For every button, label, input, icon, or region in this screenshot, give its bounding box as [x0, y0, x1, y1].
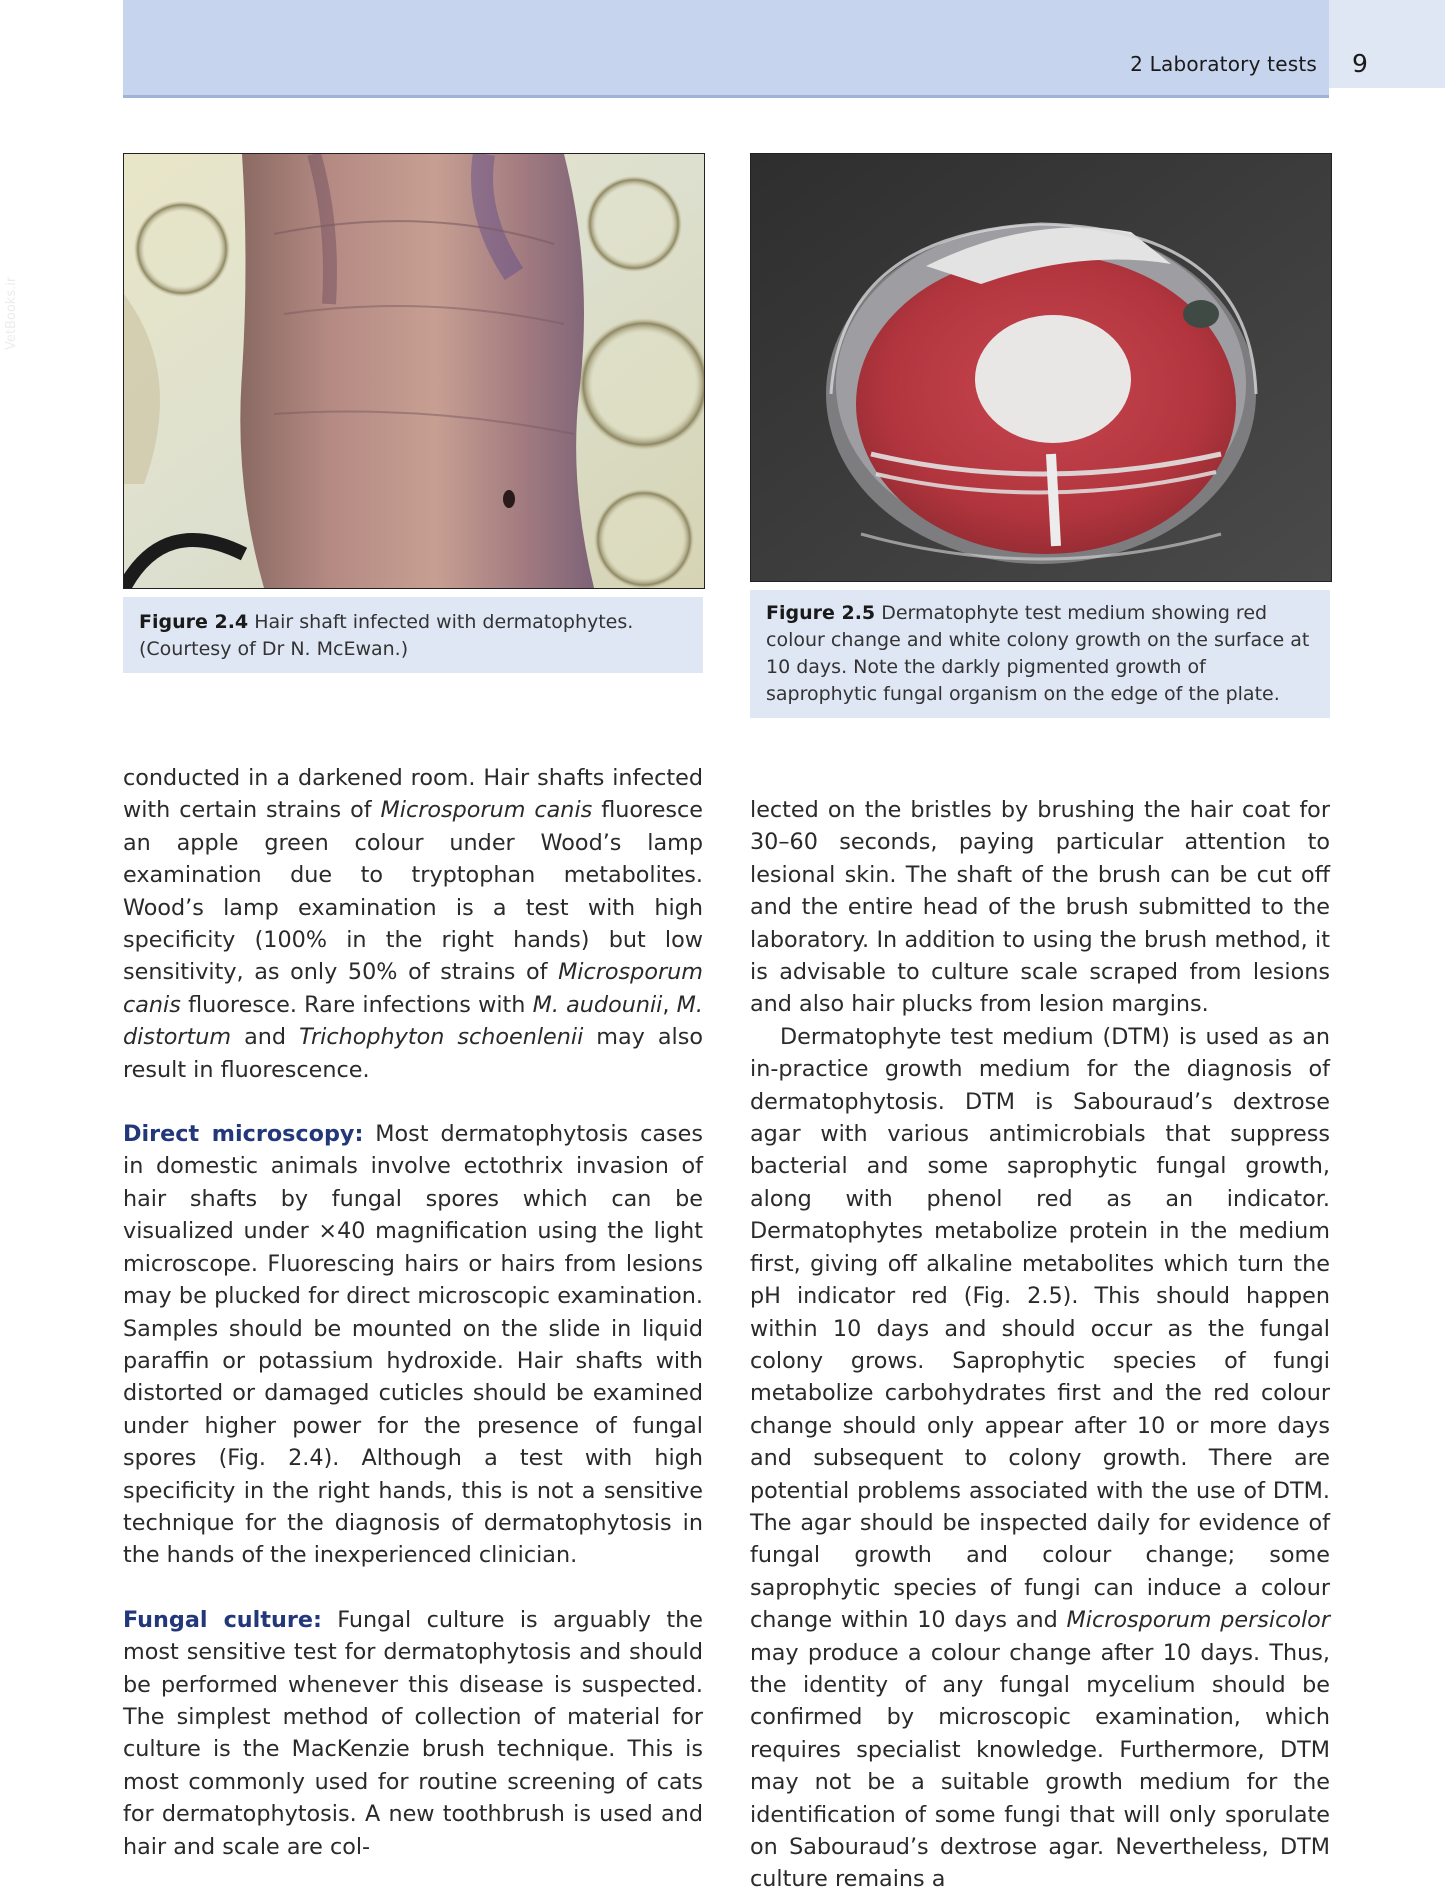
figure-2-5-caption [750, 590, 1330, 718]
paragraph-dtm: Dermatophyte test medium (DTM) is used as an in-practice growth medium for the diagnosis of dermatophytosis. DTM is Sabouraud’s dextrose agar with various antimicrobials that suppress bacterial and some saprophytic fungal growth, along with phenol red as an indicator. Dermatophytes metabolize protein in the medium first, giving off alkaline metabolites which turn the pH indicator red (Fig. 2.5). This should happen within 10 days and should occur as the fungal colony grows. Saprophytic species of fungi metabolize carbohydrates first and the red colour change should only appear after 10 or more days and subsequent to colony growth. There are potential problems associated with the use of DTM. The agar should be inspected daily for evidence of fungal growth and colour change; some saprophytic species of fungi can induce a colour change within 10 days and Microsporum persicolor may produce a colour change after 10 days. Thus, the identity of any fungal mycelium should be confirmed by microscopic examination, which requires specialist knowledge. Furthermore, DTM may not be a suitable growth medium for the identification of some fungi that will only sporulate on Sabouraud’s dextrose agar. Nevertheless, DTM culture remains a [750, 1023, 1330, 1893]
figure-2-4-label: Figure 2.4 [139, 611, 249, 633]
figure-2-5-image [750, 153, 1332, 582]
page-number: 9 [1352, 49, 1368, 78]
running-head: 2 Laboratory tests [1130, 52, 1317, 76]
figure-2-5-caption-text: Dermatophyte test medium showing red colour change and white colony growth on the surface at 10 days. Note the darkly pigmented growth of saprophytic fungal organism on the edge of the plate. [766, 602, 1310, 705]
figure-2-4-caption-text: Hair shaft infected with dermatophytes. (Courtesy of Dr N. McEwan.) [139, 611, 634, 660]
hair-shaft-micrograph [124, 154, 704, 588]
figure-2-4-image [123, 153, 705, 589]
paragraph-fungal-culture: Fungal culture: Fungal culture is arguably the most sensitive test for dermatophytosis and should be performed whenever this disease is suspected. The simplest method of collection of material for culture is the MacKenzie brush technique. This is most commonly used for routine screening of cats for dermatophytosis. A new toothbrush is used and hair and scale are col- [123, 1606, 703, 1860]
header-band [123, 0, 1329, 98]
left-text-column [123, 762, 703, 1863]
paragraph-woods-lamp: conducted in a darkened room. Hair shafts infected with certain strains of Microsporum canis fluoresce an apple green colour under Wood’s lamp examination due to tryptophan metabolites. Wood’s lamp examination is a test with high specificity (100% in the right hands) but low sensitivity, as only 50% of strains of Microsporum canis fluoresce. Rare infections with M. audounii, M. distortum and Trichophyton schoenlenii may also result in fluorescence. [123, 765, 703, 1083]
figure-2-4-caption [123, 597, 703, 673]
heading-direct-microscopy: Direct microscopy: [123, 1121, 364, 1148]
heading-fungal-culture: Fungal culture: [123, 1606, 322, 1633]
paragraph-direct-microscopy: Direct microscopy: Most dermatophytosis cases in domestic animals involve ectothrix invasion of hair shafts by fungal spores which can be visualized under ×40 magnification using the light microscope. Fluorescing hairs or hairs from lesions may be plucked for direct microscopic examination. Samples should be mounted on the slide in liquid paraffin or potassium hydroxide. Hair shafts with distorted or damaged cuticles should be examined under higher power for the presence of fungal spores (Fig. 2.4). Although a test with high specificity in the right hands, this is not a sensitive technique for the diagnosis of dermatophytosis in the hands of the inexperienced clinician. [123, 1121, 703, 1569]
right-text-column [750, 794, 1330, 1896]
dtm-petri-dish-photo [751, 154, 1331, 581]
header-page-tab [1329, 0, 1445, 88]
paragraph-brush-method: lected on the bristles by brushing the hair coat for 30–60 seconds, paying particular attention to lesional skin. The shaft of the brush can be cut off and the entire head of the brush submitted to the laboratory. In addition to using the brush method, it is advisable to culture scale scraped from lesions and also hair plucks from lesion margins. [750, 797, 1330, 1018]
figure-2-5-label: Figure 2.5 [766, 602, 876, 624]
watermark: VetBooks.ir [4, 276, 19, 350]
